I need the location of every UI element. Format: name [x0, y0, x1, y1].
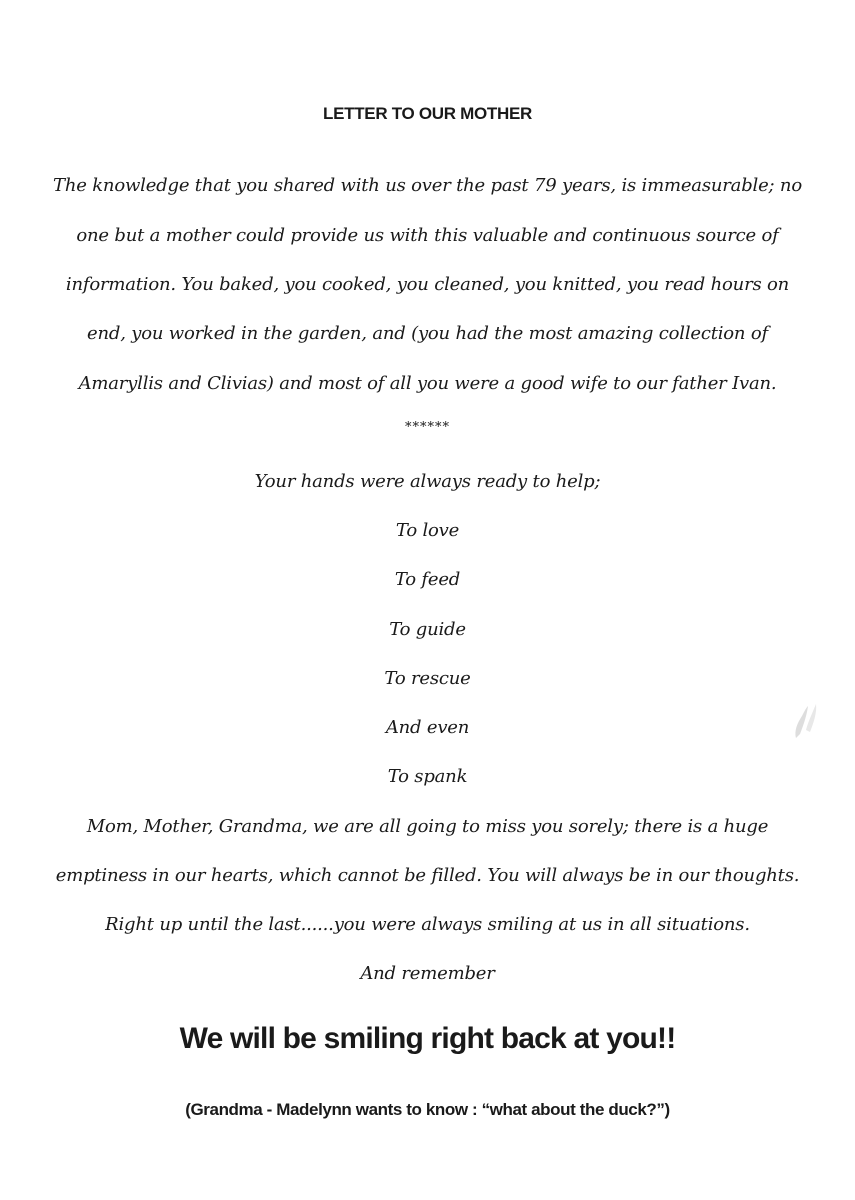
footnote: (Grandma - Madelynn wants to know : “what about the duck?”): [185, 1100, 670, 1119]
paragraph1-line-5: Amaryllis and Clivias) and most of all you were a good wife to our father Ivan.: [78, 373, 777, 394]
paragraph1-line-4: end, you worked in the garden, and (you had the most amazing collection of: [87, 323, 768, 344]
paragraph1-line-3: information. You baked, you cooked, you cleaned, you knitted, you read hours on: [65, 274, 790, 295]
poem-line-6: And even: [385, 717, 470, 738]
poem-line-2: To love: [395, 520, 460, 541]
letter-title: LETTER TO OUR MOTHER: [322, 104, 532, 123]
paragraph1-line-2: one but a mother could provide us with this valuable and continuous source of: [76, 225, 779, 246]
paragraph2-line-2: emptiness in our hearts, which cannot be filled. You will always be in our thoughts.: [55, 865, 800, 886]
paragraph2-line-4: And remember: [360, 963, 495, 984]
scan-smudge-mark: [790, 700, 820, 740]
poem-line-3: To feed: [394, 569, 461, 590]
paragraph2-line-3: Right up until the last......you were always smiling at us in all situations.: [105, 914, 750, 935]
paragraph2-line-1: Mom, Mother, Grandma, we are all going to miss you sorely; there is a huge: [86, 816, 769, 837]
paragraph1-line-1: The knowledge that you shared with us over the past 79 years, is immeasurable; no: [53, 175, 802, 196]
section-separator: ******: [405, 420, 450, 435]
poem-line-4: To guide: [389, 619, 466, 640]
poem-line-5: To rescue: [384, 668, 471, 689]
poem-line-7: To spank: [387, 766, 468, 787]
poem-line-1: Your hands were always ready to help;: [254, 471, 601, 492]
closing-headline: We will be smiling right back at you!!: [179, 1022, 676, 1055]
